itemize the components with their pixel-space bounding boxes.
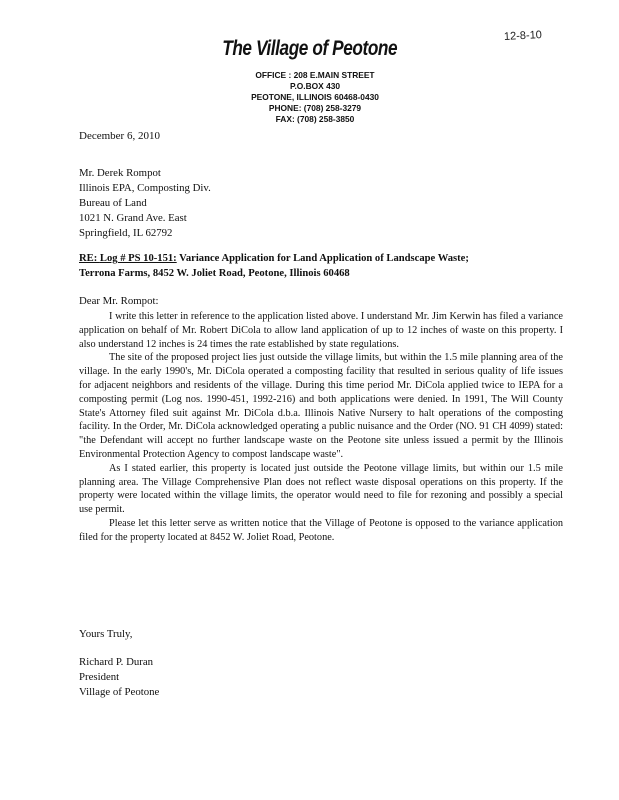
signature-block xyxy=(79,655,159,700)
body-paragraph: The site of the proposed project lies just outside the village limits, but within the 1.5 mile planning area of the village. In the early 1990's, Mr. DiCola operated a composting facility that resulted in serious quality of life issues for adjacent neighbors and residents of the village. During this time period Mr. DiCola applied twice to IEPA for a composting permit (Log nos. 1990-451, 1992-216) and both applications were denied. In 1991, The Will County State's Attorney filed suit against Mr. DiCola d.b.a. Illinois Native Nursery to halt operations of the composting facility. In the Order, Mr. DiCola acknowledged operating a public nuisance and the Order (NO. 91 CH 4099) stated: "the Defendant will accept no further landscape waste on the Peotone site unless issued a permit by the Illinois Environmental Protection Agency to compost landscape waste". xyxy=(79,352,563,460)
recipient-line: Illinois EPA, Composting Div. xyxy=(79,182,211,194)
subject-prefix: RE: xyxy=(79,253,100,264)
letter-date: December 6, 2010 xyxy=(79,130,160,142)
letter-body xyxy=(79,310,563,545)
subject-line xyxy=(79,251,559,281)
address-line: PHONE: (708) 258-3279 xyxy=(268,103,362,113)
body-paragraph: I write this letter in reference to the application listed above. I understand Mr. Jim Kerwin has filed a variance application on behalf of Mr. Robert DiCola to allow land application of up to 12 inches of waste on this property. I also understand 12 inches is 24 times the rate established by state regulations. xyxy=(79,311,563,350)
recipient-line: 1021 N. Grand Ave. East xyxy=(79,212,187,224)
salutation: Dear Mr. Rompot: xyxy=(79,295,159,307)
address-line: PEOTONE, ILLINOIS 60468-0430 xyxy=(251,92,379,102)
address-line: P.O.BOX 430 xyxy=(289,81,341,91)
closing: Yours Truly, xyxy=(79,628,133,640)
body-paragraph: Please let this letter serve as written notice that the Village of Peotone is opposed to the variance application filed for the property located at 8452 W. Joliet Road, Peotone. xyxy=(79,517,563,543)
recipient-line: Springfield, IL 62792 xyxy=(79,227,173,239)
letterhead-title-text: The Village of Peotone xyxy=(221,37,397,60)
address-line: OFFICE : 208 E.MAIN STREET xyxy=(255,70,375,80)
signer-title: President xyxy=(79,671,120,683)
subject-title: Variance Application for Land Application of Landscape Waste; xyxy=(176,253,469,264)
subject-property: Terrona Farms, 8452 W. Joliet Road, Peotone, Illinois 60468 xyxy=(79,268,350,279)
recipient-block xyxy=(79,166,211,241)
address-line: FAX: (708) 258-3850 xyxy=(275,114,355,124)
letterhead-address xyxy=(190,70,440,125)
signer-name: Richard P. Duran xyxy=(79,656,154,668)
signer-org: Village of Peotone xyxy=(79,686,160,698)
recipient-line: Mr. Derek Rompot xyxy=(79,167,161,179)
recipient-line: Bureau of Land xyxy=(79,197,147,209)
letterhead-title xyxy=(0,37,619,61)
body-paragraph: As I stated earlier, this property is located just outside the Peotone village limits, but within our 1.5 mile planning area. The Village Comprehensive Plan does not reflect waste disposal operations on this property. If the property were located within the village limits, the operator would need to file for rezoning and possibly a special use permit. xyxy=(79,462,563,516)
subject-log-number: Log # PS 10-151: xyxy=(99,253,177,264)
received-date-stamp: 12-8-10 xyxy=(503,29,543,43)
